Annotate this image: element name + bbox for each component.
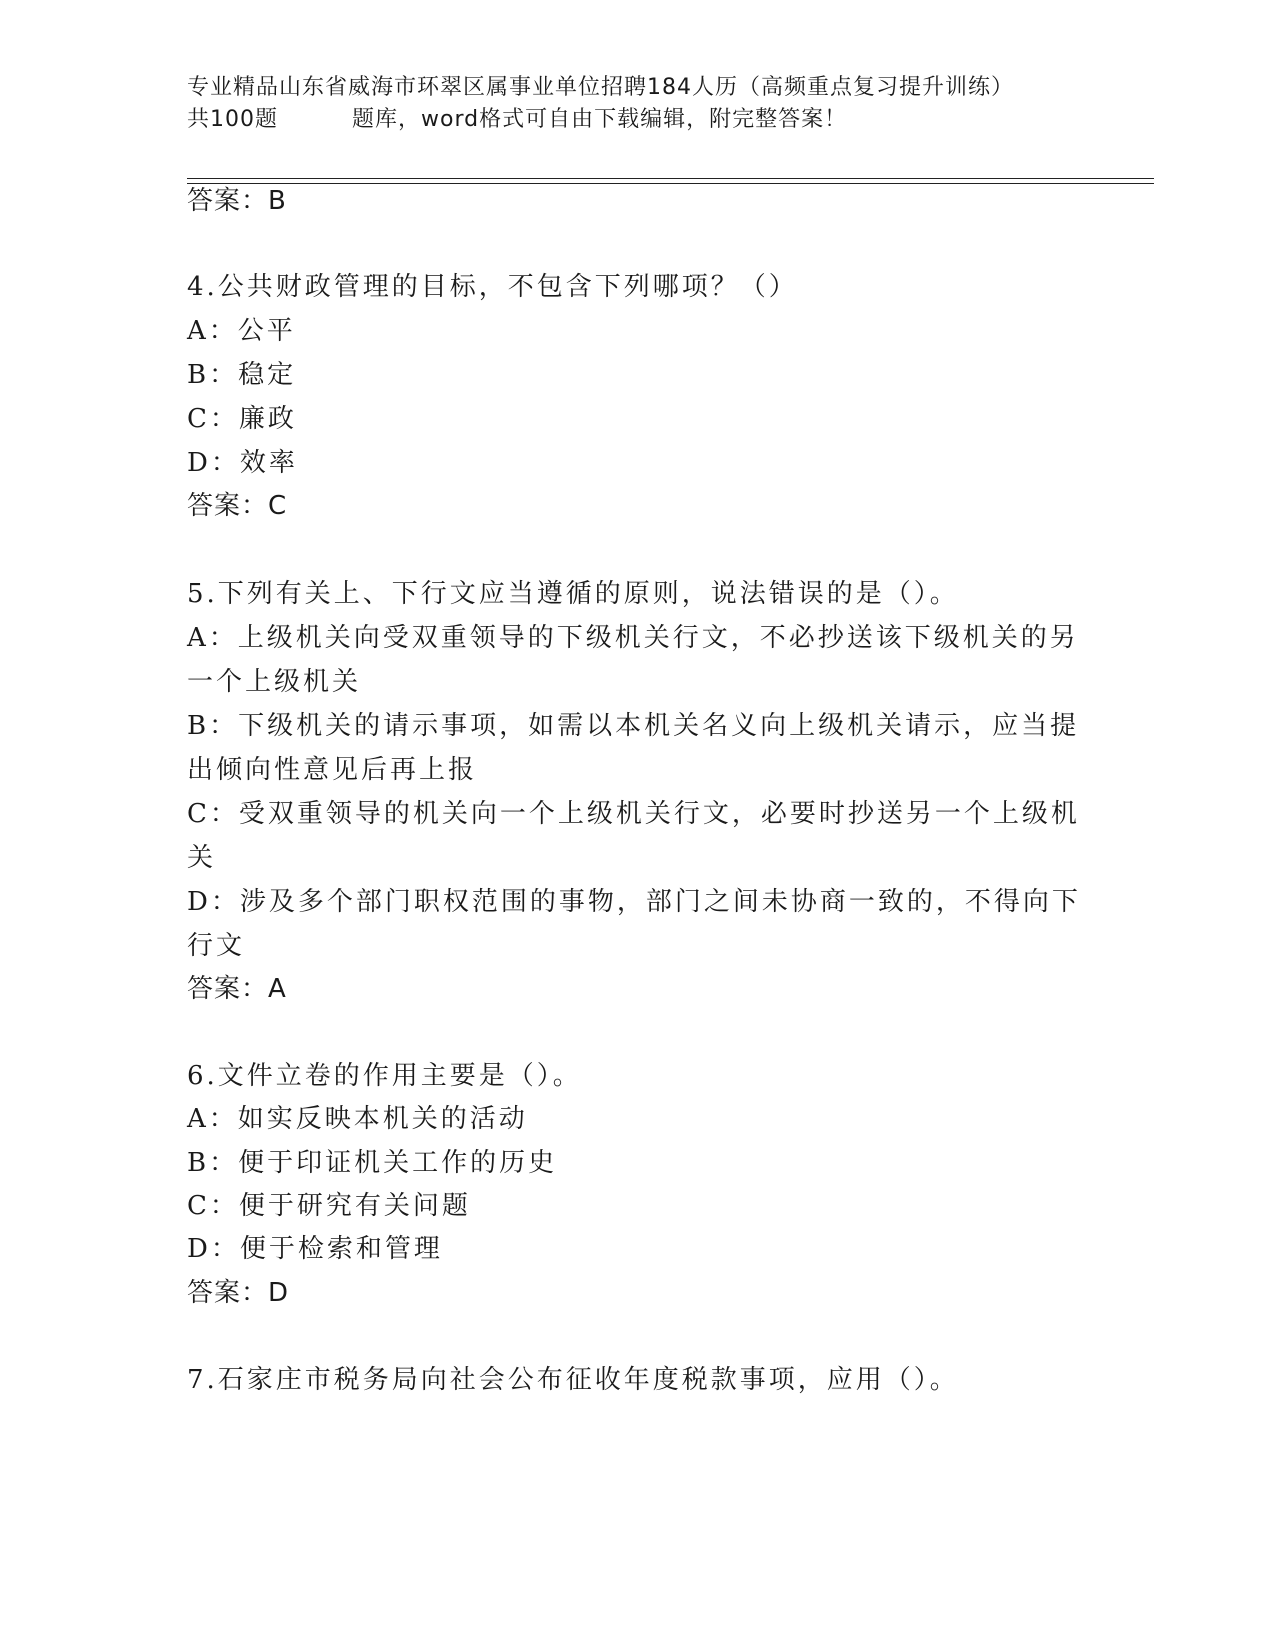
question-6-answer: 答案：D xyxy=(187,1278,290,1308)
question-5-answer: 答案：A xyxy=(187,974,287,1004)
question-7-stem: 7.石家庄市税务局向社会公布征收年度税款事项，应用（）。 xyxy=(187,1365,959,1395)
page-header xyxy=(187,72,1087,136)
question-6-option-d: D：便于检索和管理 xyxy=(187,1234,443,1264)
question-6-option-a: A：如实反映本机关的活动 xyxy=(187,1104,528,1134)
question-5-option-b: B：下级机关的请示事项，如需以本机关名义向上级机关请示，应当提 xyxy=(187,711,1080,741)
question-4-option-a: A：公平 xyxy=(187,316,296,346)
question-6-option-b: B：便于印证机关工作的历史 xyxy=(187,1148,558,1178)
question-5-option-c-cont: 关 xyxy=(187,843,217,873)
header-title-line1: 专业精品山东省威海市环翠区属事业单位招聘184人历（高频重点复习提升训练） xyxy=(187,75,1014,100)
question-4-stem: 4.公共财政管理的目标，不包含下列哪项？（） xyxy=(187,272,798,302)
question-5-option-a-cont: 一个上级机关 xyxy=(187,667,362,697)
header-description: 题库，word格式可自由下载编辑，附完整答案！ xyxy=(352,107,848,132)
question-5-option-b-cont: 出倾向性意见后再上报 xyxy=(187,755,478,785)
header-count: 共100题 xyxy=(187,107,278,132)
header-divider-bottom xyxy=(187,183,1154,184)
question-4-option-b: B：稳定 xyxy=(187,360,297,390)
question-6-option-c: C：便于研究有关问题 xyxy=(187,1191,471,1221)
question-5-stem: 5.下列有关上、下行文应当遵循的原则，说法错误的是（）。 xyxy=(187,579,959,609)
question-4-answer: 答案：C xyxy=(187,491,288,521)
question-4-option-d: D：效率 xyxy=(187,448,298,478)
question-4-option-c: C：廉政 xyxy=(187,404,297,434)
previous-answer: 答案：B xyxy=(187,186,287,216)
question-5-option-d: D：涉及多个部门职权范围的事物，部门之间未协商一致的，不得向下 xyxy=(187,887,1081,917)
question-5-option-c: C：受双重领导的机关向一个上级机关行文，必要时抄送另一个上级机 xyxy=(187,799,1080,829)
question-5-option-d-cont: 行文 xyxy=(187,931,246,961)
question-6-stem: 6.文件立卷的作用主要是（）。 xyxy=(187,1061,582,1091)
header-divider-top xyxy=(187,178,1154,179)
question-5-option-a: A：上级机关向受双重领导的下级机关行文，不必抄送该下级机关的另 xyxy=(187,623,1079,653)
header-title-line2 xyxy=(187,104,1087,136)
